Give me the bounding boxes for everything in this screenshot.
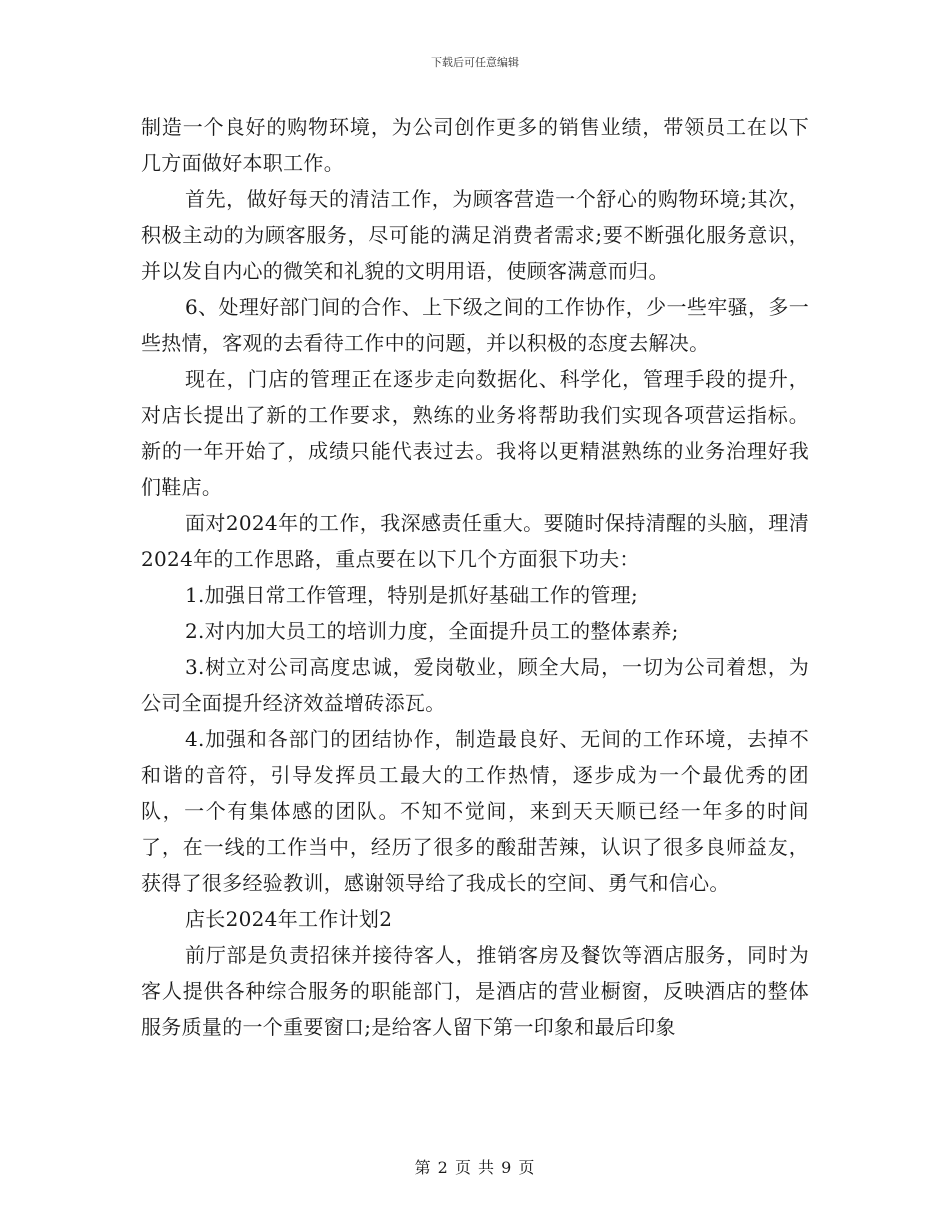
paragraph-1: 制造一个良好的购物环境，为公司创作更多的销售业绩，带领员工在以下几方面做好本职工作。 xyxy=(141,115,809,175)
paragraph-5: 面对2024年的工作，我深感责任重大。要随时保持清醒的头脑，理清2024年的工作思路，重点要在以下几个方面狠下功夫： xyxy=(141,511,809,571)
list-item-4: 4.加强和各部门的团结协作，制造最良好、无间的工作环境，去掉不和谐的音符，引导发挥员工最大的工作热情，逐步成为一个最优秀的团队，一个有集体感的团队。不知不觉间，来到天天顺已经一年多的时间了，在一线的工作当中，经历了很多的酸甜苦辣，认识了很多良师益友，获得了很多经验教训，感谢领导给了我成长的空间、勇气和信心。 xyxy=(141,727,809,895)
list-item-2: 2.对内加大员工的培训力度，全面提升员工的整体素养; xyxy=(185,619,679,643)
paragraph-6: 前厅部是负责招徕并接待客人，推销客房及餐饮等酒店服务，同时为客人提供各种综合服务的职能部门，是酒店的营业橱窗，反映酒店的整体服务质量的一个重要窗口;是给客人留下第一印象和最后印象 xyxy=(141,943,809,1039)
list-item-3: 3.树立对公司高度忠诚，爱岗敬业，顾全大局，一切为公司着想，为公司全面提升经济效益增砖添瓦。 xyxy=(141,655,809,715)
page-header: 下载后可任意编辑 xyxy=(431,56,519,69)
page-footer: 第 2 页 共 9 页 xyxy=(414,1158,536,1177)
document-body xyxy=(141,109,809,1045)
paragraph-3: 6、处理好部门间的合作、上下级之间的工作协作，少一些牢骚，多一些热情，客观的去看待工作中的问题，并以积极的态度去解决。 xyxy=(141,295,809,355)
section-heading: 店长2024年工作计划2 xyxy=(185,907,393,931)
paragraph-2: 首先，做好每天的清洁工作，为顾客营造一个舒心的购物环境;其次，积极主动的为顾客服务，尽可能的满足消费者需求;要不断强化服务意识，并以发自内心的微笑和礼貌的文明用语，使顾客满意而归。 xyxy=(141,187,809,283)
paragraph-4: 现在，门店的管理正在逐步走向数据化、科学化，管理手段的提升，对店长提出了新的工作要求，熟练的业务将帮助我们实现各项营运指标。新的一年开始了，成绩只能代表过去。我将以更精湛熟练的业务治理好我们鞋店。 xyxy=(141,367,809,499)
list-item-1: 1.加强日常工作管理，特别是抓好基础工作的管理; xyxy=(185,583,639,607)
